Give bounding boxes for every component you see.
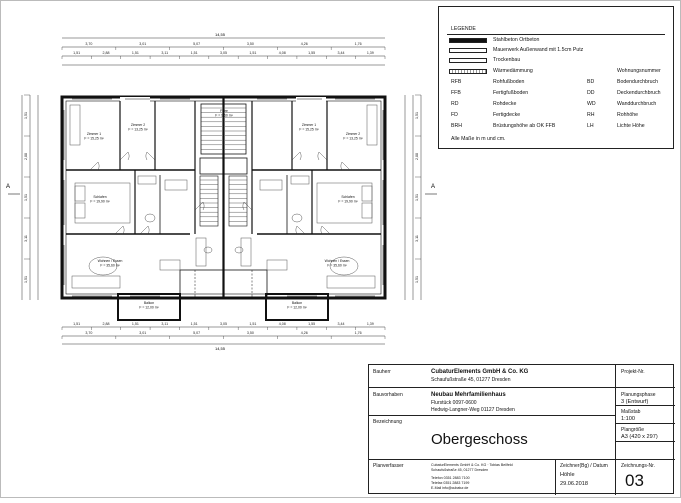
dim-top-overall: 14,55 (214, 32, 226, 37)
zeichnung-label: Zeichnungs-Nr. (621, 463, 655, 469)
dim-left: 1,51 (24, 276, 28, 283)
dim-top-inner: 1,39 (366, 51, 374, 55)
dim-top-outer: 4,26 (300, 42, 308, 46)
dim-top-inner: 2,88 (102, 51, 110, 55)
legend-abbr-code2: RH (587, 112, 595, 118)
dim-top-inner: 3,11 (161, 51, 169, 55)
legend-abbr-text2: Rohhöhe (617, 112, 639, 118)
legend-abbr-text: Brüstungshöhe ab OK FFB (493, 123, 556, 129)
legend-material-3: Trockenbau (493, 57, 521, 63)
drawing-title: Obergeschoss (431, 431, 528, 448)
legend-abbr-code: BRH (451, 123, 462, 129)
dim-left: 3,11 (24, 235, 28, 242)
zeichner: Höhle (560, 472, 575, 478)
dim-top-inner: 3,05 (220, 51, 227, 55)
dim-bottom-inner: 2,88 (102, 322, 110, 326)
datum: 29.06.2018 (560, 481, 588, 487)
planverfasser-line1: CubaturElements GmbH & Co. KG · Tobias Beilfeld (431, 463, 513, 467)
room-name: Schlafen (341, 195, 355, 199)
room-name: Zimmer 2 (130, 123, 146, 127)
dim-bottom-inner: 3,05 (220, 322, 227, 326)
room-name: Zimmer 1 (301, 123, 317, 127)
room-area: F = 12,00 m² (139, 305, 159, 310)
dim-right: 1,51 (415, 276, 419, 283)
title-block (368, 364, 674, 494)
planverfasser-label: Planverfasser (373, 463, 404, 469)
massstab: 1:100 (621, 416, 635, 422)
bauherr-label: Bauherr (373, 369, 391, 375)
planverfasser-line2: Schaufußstraße 45, 01277 Dresden (431, 468, 489, 472)
bauherr-name: CubaturElements GmbH & Co. KG (431, 369, 529, 375)
bauherr-address: Schaufußstraße 45, 01277 Dresden (431, 377, 511, 383)
legend-swatch-concrete (449, 38, 487, 43)
dim-top-inner: 1,51 (249, 51, 257, 55)
dim-left: 2,88 (24, 153, 28, 160)
dim-bottom-inner: 3,11 (161, 322, 169, 326)
dim-top-outer: 1,76 (354, 42, 362, 46)
planungsphase-label: Planungsphase (621, 392, 656, 398)
dim-left: 1,51 (24, 112, 28, 119)
legend-title: LEGENDE (451, 26, 476, 32)
legend-abbr-code2: LH (587, 123, 594, 129)
room-area: F = 15,25 m² (84, 136, 104, 141)
dim-bottom-inner: 1,51 (190, 322, 198, 326)
plangroesse-label: Plangröße (621, 427, 645, 433)
section-mark-right: A (431, 184, 436, 190)
dim-bottom-inner: 1,39 (366, 322, 374, 326)
dim-bottom-outer: 3,01 (139, 331, 147, 335)
dim-bottom-inner: 1,51 (249, 322, 257, 326)
legend-abbr-text2: Lichte Höhe (617, 123, 645, 129)
dim-top-inner: 4,08 (278, 51, 286, 55)
legend-swatch-masonry (449, 48, 487, 53)
planverfasser-line5: E-Mail info@cubatur.de (431, 486, 469, 490)
legend-abbr-text2: Deckendurchbruch (617, 90, 661, 96)
room-area: F = 35,60 m² (327, 263, 347, 268)
dim-bottom-outer: 3,70 (85, 331, 93, 335)
section-mark-left: A (6, 184, 11, 190)
room-area: F = 13,25 m² (128, 127, 148, 132)
dim-bottom-outer: 4,26 (300, 331, 308, 335)
zeichner-label: Zeichner(Bg) / Datum (560, 463, 608, 469)
room-area: F = 13,25 m² (343, 136, 363, 141)
dim-left: 1,51 (24, 194, 28, 201)
legend-abbr-code: FD (451, 112, 458, 118)
dim-bottom-inner: 1,55 (308, 322, 316, 326)
legend-abbr-text: Fertigdecke (493, 112, 521, 118)
room-name: Wohnen / Essen (97, 259, 123, 263)
legend-abbr-text2: Bodendurchbruch (617, 79, 658, 85)
room-area: F = 19,90 m² (90, 199, 110, 204)
legend-numbering: Wohnungsnummer (617, 68, 661, 74)
bezeichnung-label: Bezeichnung (373, 419, 402, 425)
dim-right: 1,51 (415, 112, 419, 119)
dim-top-inner: 1,51 (131, 51, 139, 55)
bauvorhaben-address: Hedwig-Langner-Weg 01127 Dresden (431, 407, 515, 413)
legend-box (438, 6, 674, 149)
projekt-label: Projekt-Nr. (621, 369, 645, 375)
legend-swatch-drywall (449, 58, 487, 63)
dim-top-outer: 3,01 (139, 42, 147, 46)
dim-top-inner: 1,51 (73, 51, 81, 55)
dimension-lines-bottom (62, 327, 385, 344)
planungsphase: 3 (Entwurf) (621, 399, 649, 405)
legend-material-1: Stahlbeton Ortbeton (493, 37, 540, 43)
legend-abbr-code: RFB (451, 79, 462, 85)
room-name: Balkon (143, 301, 155, 305)
legend-abbr-code2: BD (587, 79, 595, 85)
dim-bottom-outer: 3,50 (246, 331, 254, 335)
legend-material-2: Mauerwerk Außenwand mit 1.5cm Putz (493, 47, 584, 53)
legend-abbr-code2: WD (587, 101, 596, 107)
dim-bottom-inner: 1,51 (131, 322, 139, 326)
bauvorhaben-label: Bauvorhaben (373, 392, 403, 398)
room-name: Balkon (291, 301, 303, 305)
flurstueck: Flurstück 0097-0600 (431, 400, 477, 406)
dim-top-outer: 3,50 (246, 42, 254, 46)
room-area: F = 9,60 m² (215, 113, 233, 118)
legend-abbr-text: Fertigfußboden (493, 90, 529, 96)
zeichnung-number: 03 (625, 471, 644, 490)
building-walls (62, 97, 385, 298)
massstab-label: Maßstab (621, 409, 641, 415)
legend-abbr-code2: DD (587, 90, 595, 96)
room-area: F = 35,60 m² (100, 263, 120, 268)
legend-abbr-code: FFB (451, 90, 461, 96)
dim-bottom-outer: 1,76 (354, 331, 362, 335)
dim-top-inner: 3,44 (337, 51, 345, 55)
legend-abbr-text: Rohdecke (493, 101, 517, 107)
room-name: Zimmer 1 (86, 132, 102, 136)
dim-bottom-inner: 3,44 (337, 322, 345, 326)
legend-abbr-code: RD (451, 101, 459, 107)
dim-bottom-inner: 1,51 (73, 322, 81, 326)
room-area: F = 12,00 m² (287, 305, 307, 310)
room-area: F = 15,25 m² (299, 127, 319, 132)
dimension-lines-sides (22, 95, 421, 300)
dim-bottom-outer: 5,07 (193, 331, 201, 335)
planverfasser-line3: Telefon 0351 2883 7100 (431, 476, 470, 480)
room-name: Flure (220, 109, 228, 113)
room-name: Wohnen / Essen (324, 259, 350, 263)
dim-top-inner: 1,51 (190, 51, 198, 55)
legend-material-4: Wärmedämmung (493, 68, 533, 74)
room-name: Schlafen (93, 195, 107, 199)
room-area: F = 19,90 m² (338, 199, 358, 204)
dim-right: 1,51 (415, 194, 419, 201)
bauvorhaben-title: Neubau Mehrfamilienhaus (431, 392, 506, 398)
legend-note: Alle Maße in m und cm. (451, 136, 506, 142)
dim-top-inner: 1,55 (308, 51, 316, 55)
room-name: Zimmer 2 (345, 132, 361, 136)
legend-abbr-text: Rohfußboden (493, 79, 525, 85)
dim-top-outer: 5,07 (193, 42, 201, 46)
dim-bottom-overall: 14,55 (214, 346, 226, 351)
section-marks (6, 184, 437, 194)
dim-right: 2,88 (415, 153, 419, 160)
dim-right: 3,11 (415, 235, 419, 242)
planverfasser-line4: Telefax 0351 2883 7199 (431, 481, 470, 485)
dim-bottom-inner: 4,08 (278, 322, 286, 326)
legend-abbr-text2: Wanddurchbruch (617, 101, 657, 107)
dim-top-outer: 3,70 (85, 42, 93, 46)
plangroesse: A3 (420 x 297) (621, 434, 658, 440)
legend-swatch-insulation (449, 69, 487, 74)
